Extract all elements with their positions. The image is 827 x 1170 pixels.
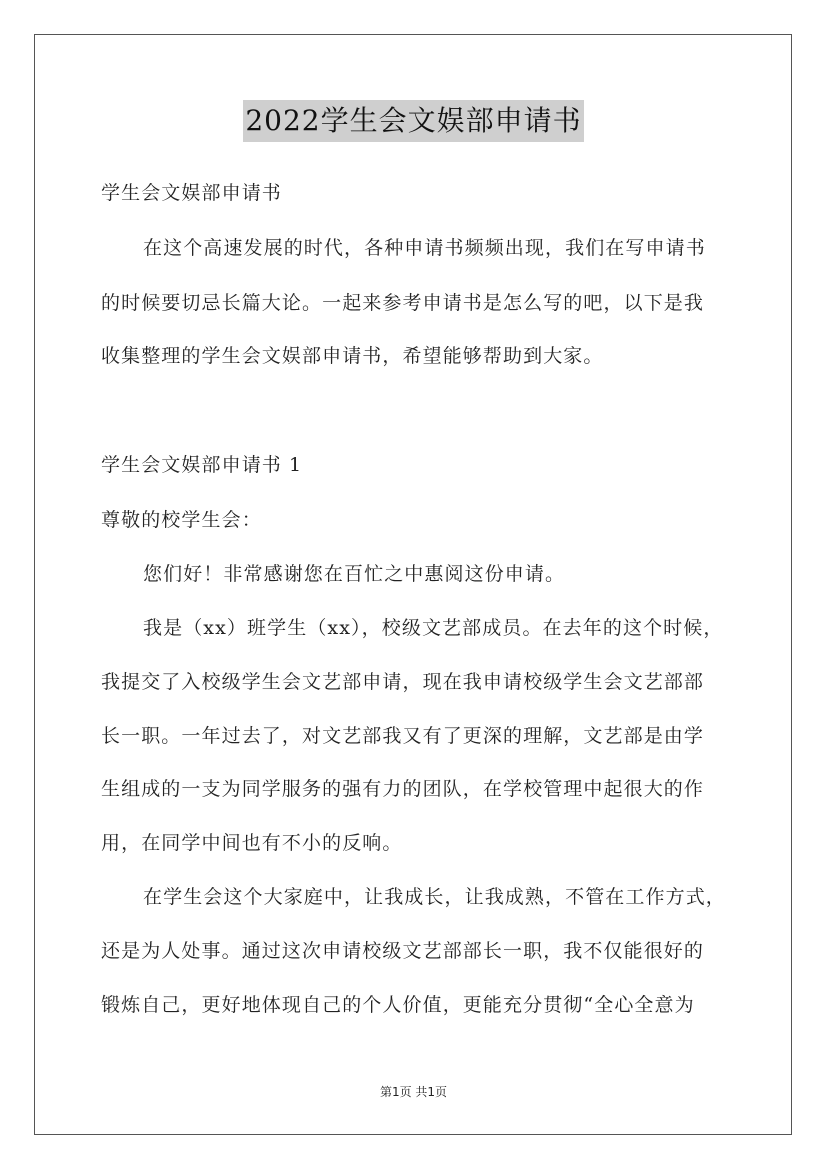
paragraph-line: 在学生会这个大家庭中，让我成长，让我成熟，不管在工作方式， bbox=[143, 886, 726, 908]
paragraph-line: 您们好！非常感谢您在百忙之中惠阅这份申请。 bbox=[143, 563, 566, 585]
paragraph-line: 生组成的一支为同学服务的强有力的团队，在学校管理中起很大的作 bbox=[101, 778, 705, 800]
title-container bbox=[0, 100, 827, 142]
page-number-footer: 第1页 共1页 bbox=[379, 1085, 448, 1099]
paragraph-line: 在这个高速发展的时代，各种申请书频频出现，我们在写申请书 bbox=[143, 237, 706, 259]
subtitle-line: 学生会文娱部申请书 bbox=[101, 182, 282, 204]
section-heading: 学生会文娱部申请书 1 bbox=[101, 454, 303, 476]
paragraph-line: 用，在同学中间也有不小的反响。 bbox=[101, 832, 403, 854]
paragraph-line: 收集整理的学生会文娱部申请书，希望能够帮助到大家。 bbox=[101, 345, 604, 367]
document-title: 2022学生会文娱部申请书 bbox=[243, 100, 583, 142]
paragraph-line: 锻炼自己，更好地体现自己的个人价值，更能充分贯彻“全心全意为 bbox=[101, 994, 695, 1016]
paragraph-line: 我是（xx）班学生（xx），校级文艺部成员。在去年的这个时候， bbox=[143, 617, 724, 639]
salutation-line: 尊敬的校学生会： bbox=[101, 509, 262, 531]
paragraph-line: 还是为人处事。通过这次申请校级文艺部部长一职，我不仅能很好的 bbox=[101, 940, 705, 962]
paragraph-line: 长一职。一年过去了，对文艺部我又有了更深的理解，文艺部是由学 bbox=[101, 725, 705, 747]
paragraph-line: 我提交了入校级学生会文艺部申请，现在我申请校级学生会文艺部部 bbox=[101, 671, 705, 693]
paragraph-line: 的时候要切忌长篇大论。一起来参考申请书是怎么写的吧，以下是我 bbox=[101, 292, 705, 314]
